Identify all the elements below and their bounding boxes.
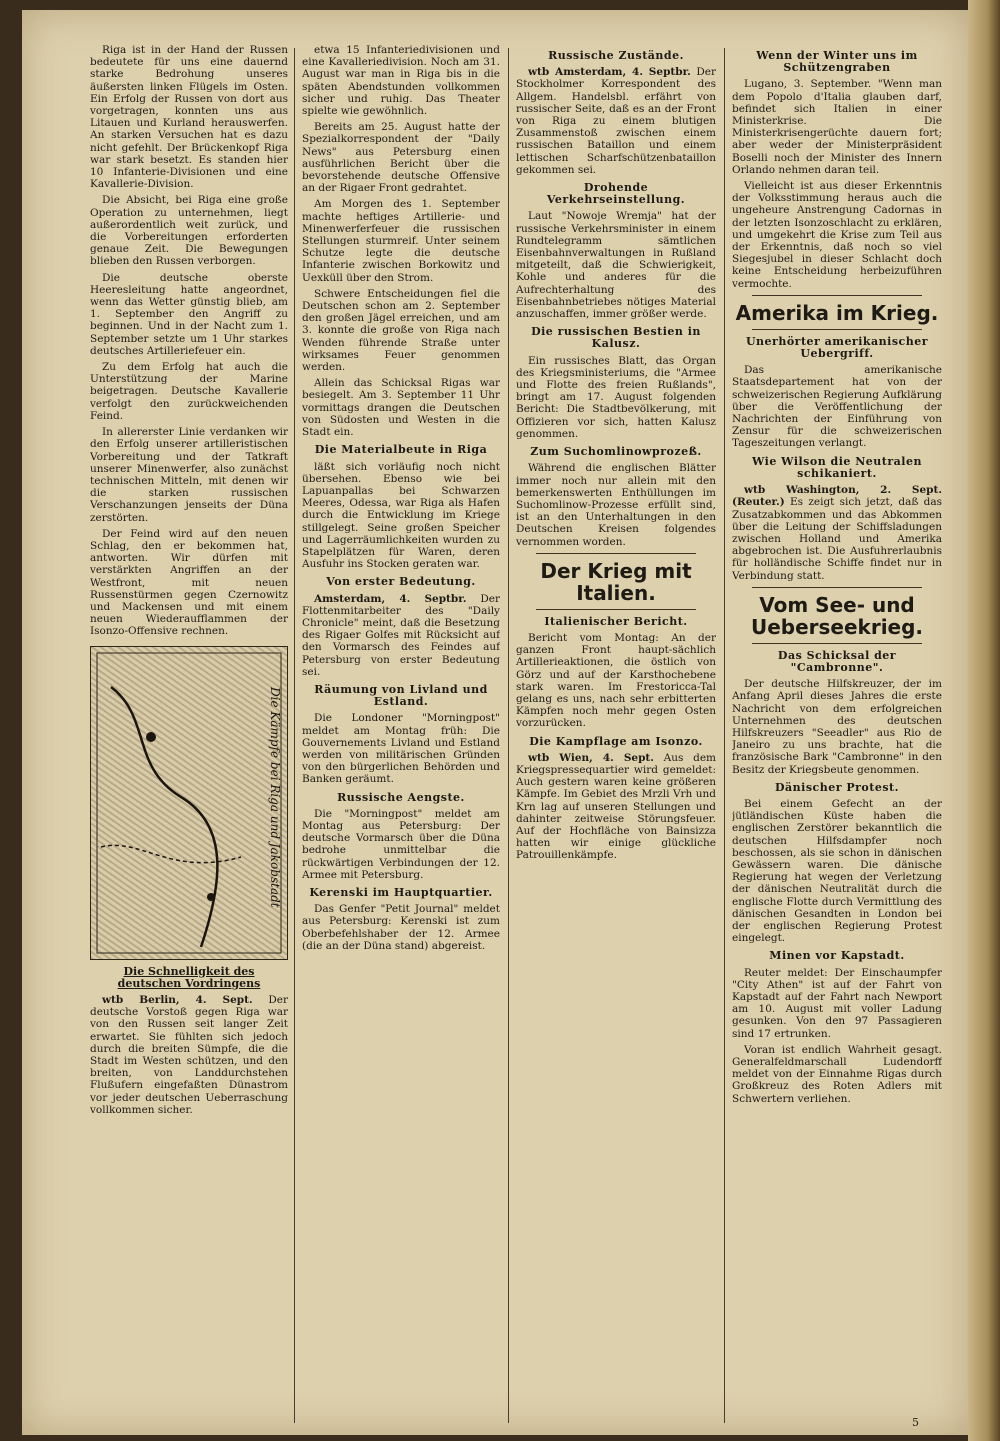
divider: [752, 643, 922, 644]
heading-wilson: Wie Wilson die Neutralen schikaniert.: [752, 454, 922, 480]
heading-bedeutung: Von erster Bedeutung.: [326, 575, 476, 589]
heading-kerenski: Kerenski im Hauptquartier.: [309, 886, 493, 899]
heading-kalusz: Die russischen Bestien in Kalusz.: [531, 325, 701, 351]
col2-paragraph: Am Morgen des 1. September machte heftiges Artillerie- und Minenwerferfeuer die russischen Stellungen sturmreif. Unter seinem Schutze legte die deutsche Infanterie zwischen Borkowitz und Uexküll über den Strom.: [302, 198, 500, 284]
divider: [752, 329, 922, 330]
newspaper-page: [22, 10, 968, 1435]
heading-minen: Minen vor Kapstadt.: [769, 949, 905, 963]
col2-paragraph: Bereits am 25. August hatte der Spezialkorrespondent der "Daily News" aus Petersburg einen ausführlichen Bericht über die bevorstehende deutsche Offensive an der Rigaer Front gedrahtet.: [302, 121, 500, 195]
page-edge: [968, 0, 1000, 1441]
heading-protest: Dänischer Protest.: [775, 780, 899, 794]
col1-paragraph: Die Absicht, bei Riga eine große Operation zu unternehmen, liegt außerordentlich weit zurück, und die Vorbereitungen erforderten genaue Zeit. Die Bewegungen blieben den Russen verborgen.: [90, 194, 288, 268]
dateline: wtb Amsterdam, 4. Septbr.: [528, 66, 691, 79]
battle-map: [90, 646, 288, 960]
col3-paragraph: Während die englischen Blätter immer noch nur allein mit den bemerkenswerten Enthüllungen im Suchomlinow-Prozesse erfüllt sind, ist an den Unterhaltungen in den Deutschen Kreisen folgendes vernommen worden.: [516, 462, 716, 548]
col4-paragraph: Bei einem Gefecht an der jütländischen Küste haben die englischen Zerstörer bekanntlich die deutschen Hilfsdampfer noch beschossen, als sie schon in dänischen Gewässern waren. Die dänische Regierung hat wegen der Verletzung der dänischen Neutralität durch die englische Flotte durch Vermittlung des dänischen Gesandten in London bei der englischen Regierung Protest eingelegt.: [732, 797, 942, 945]
col4-paragraph: Vielleicht ist aus dieser Erkenntnis der Volksstimmung heraus auch die ungeheure Anstrengung Cadornas in der letzten Isonzoschlacht zu erklären, und umgekehrt die Krise zum Teil aus der Erkenntnis, daß noch so viel Siegesjubel in dieser Schlacht doch keine Entscheidung herbeizuführen vermochte.: [732, 180, 942, 290]
divider: [752, 587, 922, 588]
column-rule: [724, 48, 725, 1423]
dateline: wtb Berlin, 4. Sept.: [102, 993, 253, 1006]
heading-bericht: Italienischer Bericht.: [544, 614, 688, 628]
divider: [752, 295, 922, 296]
heading-winter: Wenn der Winter uns im Schützengraben: [756, 49, 918, 75]
col4-paragraph: Es zeigt sich jetzt, daß das Zusatzabkommen und das Abkommen über die Leitung der Schiffsladungen zwischen Holland und Amerika abgebrochen ist. Die Ausfuhrerlaubnis für holländische Schiffe findet nur in Verbindung statt.: [732, 496, 942, 582]
col3-paragraph: Ein russisches Blatt, das Organ des Kriegsministeriums, die "Armee und Flotte des freien Rußlands", bringt am 17. August folgenden Bericht: Die Stadtbevölkerung, mit Offizieren vor sich, hatten Kalusz genommen.: [516, 354, 716, 440]
heading-see: Vom See- und Ueberseekrieg.: [750, 592, 924, 639]
column-rule: [508, 48, 509, 1423]
map-drawing: [91, 647, 287, 959]
column-2: [302, 44, 500, 1424]
col4-paragraph: Reuter meldet: Der Einschaumpfer "City Athen" ist auf der Fahrt von Kapstadt auf der Fahrt nach Newport am 10. August mit voller Ladung gesunken. Von den 97 Passagieren sind 17 ertrunken.: [732, 966, 942, 1040]
col3-paragraph: Der Stockholmer Korrespondent des Allgem. Handelsbl. erfährt von russischer Seite, daß es an der Front von Riga zu einem blutigen Zusammenstoß zwischen einem russischen Bataillon und einem lettischen Scharfschützenbataillon gekommen sei.: [516, 66, 716, 176]
col3-paragraph: Bericht vom Montag: An der ganzen Front haupt-sächlich Artillerieaktionen, die östlich von Görz und auf der Karsthochebene stark waren. Im Frestoricca-Tal gelang es uns, nach sehr erbitterten Kämpfen noch mehr gegen Osten vorzurücken.: [516, 631, 716, 730]
divider: [536, 609, 696, 610]
col4-paragraph: Voran ist endlich Wahrheit gesagt. Generalfeldmarschall Ludendorff meldet von der Einnahme Rigas durch Großkreuz des Roten Adlers mit Schwertern verliehen.: [732, 1043, 942, 1105]
heading-angst: Russische Aengste.: [337, 790, 465, 804]
col4-paragraph: Das amerikanische Staatsdepartement hat von der schweizerischen Regierung Aufklärung über die Veröffentlichung der Nachrichten der Einführung von Zensur für die schweizerischen Tageszeitungen verlangt.: [732, 364, 942, 450]
column-1: [90, 44, 288, 1424]
col1-paragraph: Riga ist in der Hand der Russen bedeutete für uns eine dauernd starke Bedrohung unseres äußersten linken Flügels im Osten. Ein Erfolg der Russen von dort aus vorgetragen, konnten uns aus Litauen und Kurland herauswerfen. An starken Versuchen hat es dazu nicht gefehlt. Der Brückenkopf Riga war stark besetzt. Es standen hier 10 Infanterie-Divisionen und eine Kavallerie-Division.: [90, 44, 288, 191]
divider: [536, 553, 696, 554]
heading-zustaende: Russische Zustände.: [548, 49, 684, 62]
dateline: wtb Wien, 4. Sept.: [528, 751, 654, 764]
dateline: wtb Washington, 2. Sept. (Reuter.): [732, 484, 942, 509]
col2-paragraph: Das Genfer "Petit Journal" meldet aus Petersburg: Kerenski ist zum Oberbefehlshaber der 12. Armee (die an der Düna stand) abgereist.: [302, 903, 500, 952]
heading-verkehr: Drohende Verkehrseinstellung.: [546, 181, 686, 207]
column-3: [516, 44, 716, 1424]
heading-isonzo: Die Kampflage am Isonzo.: [529, 734, 703, 748]
col2-paragraph: Allein das Schicksal Rigas war besiegelt. Am 3. September 11 Uhr vormittags drangen die Deutschen von Südosten und Westen in die Stadt ein.: [302, 377, 500, 439]
heading-cambronne: Das Schicksal der "Cambronne".: [777, 648, 897, 674]
col1-paragraph: Der Feind wird auf den neuen Schlag, den er bekommen hat, antworten. Wir dürfen mit verstärkten Angriffen an der Westfront, mit neuen Russenstürmen gegen Czernowitz und Mackensen und mit einem neuen Wiederaufflammen der Isonzo-Offensive rechnen.: [90, 527, 288, 638]
heading-material: Die Materialbeute in Riga: [314, 443, 488, 457]
col2-paragraph: läßt sich vorläufig noch nicht übersehen. Ebenso wie bei Lapuanpallas bei Schwarzen Meeres, Odessa, war Riga als Hafen durch die Entwicklung im Kriege stillgelegt. Seine großen Speicher und Lagerräumlichkeiten wurden zu Stapelplätzen für Waren, deren Ausfuhr ins Stocken geraten war.: [302, 460, 500, 571]
heading-raeumung: Räumung von Livland und Estland.: [314, 682, 488, 709]
col2-paragraph: etwa 15 Infanteriedivisionen und eine Kavalleriedivision. Noch am 31. August war man in Riga bis in die späten Abendstunden vollkommen sicher und ruhig. Das Theater spielte wie gewöhnlich.: [302, 44, 500, 118]
col1-paragraph: Zu dem Erfolg hat auch die Unterstützung der Marine beigetragen. Deutsche Kavallerie verfolgt den zurückweichenden Feind.: [90, 361, 288, 422]
col3-paragraph: Laut "Nowoje Wremja" hat der russische Verkehrsminister in einem Rundtelegramm sämtlichen Eisenbahnverwaltungen in Rußland mitgeteilt, daß die Schwierigkeit, Kohle und anderes für die Aufrechterhaltung des Eisenbahnbetriebes nötiges Material anzuschaffen, immer größer werde.: [516, 210, 716, 321]
col2-paragraph: Der Flottenmitarbeiter des "Daily Chronicle" meint, daß die Besetzung des Rigaer Golfes mit Rücksicht auf den Vormarsch des Feindes auf Petersburg von erster Bedeutung sei.: [302, 592, 500, 678]
map-caption: Die Schnelligkeit des deutschen Vordringens: [117, 964, 261, 990]
col1-paragraph: In allererster Linie verdanken wir den Erfolg unserer artilleristischen Vorbereitung und der Tatkraft unserer Minenwerfer, also zunächst technischen Mitteln, mit denen wir die starken russischen Verschanzungen jenseits der Düna zerstörten.: [90, 426, 288, 524]
page-number: 5: [912, 1416, 919, 1429]
map-title: Die Kämpfe bei Riga und Jakobstadt: [268, 686, 282, 908]
heading-amerika: Amerika im Krieg.: [735, 300, 939, 325]
heading-uebergriff: Unerhörter amerikanischer Uebergriff.: [745, 334, 929, 361]
col4-paragraph: Der deutsche Hilfskreuzer, der im Anfang April dieses Jahres die erste Nachricht von dem erfolgreichen Unternehmen des deutschen Hilfskreuzers "Seeadler" aus Rio de Janeiro zu uns brachte, hat die französische Bark "Cambronne" in den Besitz der Kriegsbeute genommen.: [732, 678, 942, 776]
col2-paragraph: Die "Morningpost" meldet am Montag aus Petersburg: Der deutsche Vormarsch über die Düna bedrohe unmittelbar die rückwärtigen Verbindungen der 12. Armee mit Petersburg.: [302, 807, 500, 881]
heading-suchomlinow: Zum Suchomlinowprozeß.: [530, 445, 702, 459]
col2-paragraph: Schwere Entscheidungen fiel die Deutschen schon am 2. September den großen Jägel erreichen, und am 3. konnte die große von Riga nach Wenden führende Straße unter wirksames Feuer genommen werden.: [302, 287, 500, 374]
column-rule: [294, 48, 295, 1423]
heading-italien: Der Krieg mit Italien.: [540, 558, 692, 605]
col1-paragraph: Der deutsche Vorstoß gegen Riga war von den Russen seit langer Zeit erwartet. Sie fühlten sich jedoch durch die breiten Sümpfe, die die Stadt im Westen schützen, und den breiten, von Landdurchstehen Flußufern eingefaßten Dünastrom vor jeder deutschen Ueberraschung vollkommen sicher.: [90, 993, 288, 1116]
dateline: Amsterdam, 4. Septbr.: [314, 592, 467, 605]
col3-paragraph: Aus dem Kriegspressequartier wird gemeldet: Auch gestern waren keine größeren Kämpfe. Im Gebiet des Mrzli Vrh und Krn lag auf unseren Stellungen und dahinter zeitweise Störungsfeuer. Auf der Hochfläche von Bainsizza hatten wir einige glückliche Patrouillenkämpfe.: [516, 751, 716, 862]
column-4: [732, 44, 942, 1424]
col4-paragraph: Lugano, 3. September. "Wenn man dem Popolo d'Italia glauben darf, befindet sich Italien in einer Ministerkrise. Die Ministerkrisengerüchte dauern fort; aber weder der Ministerpräsident Boselli noch der Minister des Innern Orlando nehmen daran teil.: [732, 78, 942, 176]
col2-paragraph: Die Londoner "Morningpost" meldet am Montag früh: Die Gouvernements Livland und Estland werden von militärischen Gründen von den bürgerlichen Behörden und Banken geräumt.: [302, 712, 500, 786]
col1-paragraph: Die deutsche oberste Heeresleitung hatte angeordnet, wenn das Wetter günstig blieb, am 1. September den Angriff zu beginnen. Und in der Nacht zum 1. September setzte um 1 Uhr starkes deutsches Artilleriefeuer ein.: [90, 271, 288, 357]
